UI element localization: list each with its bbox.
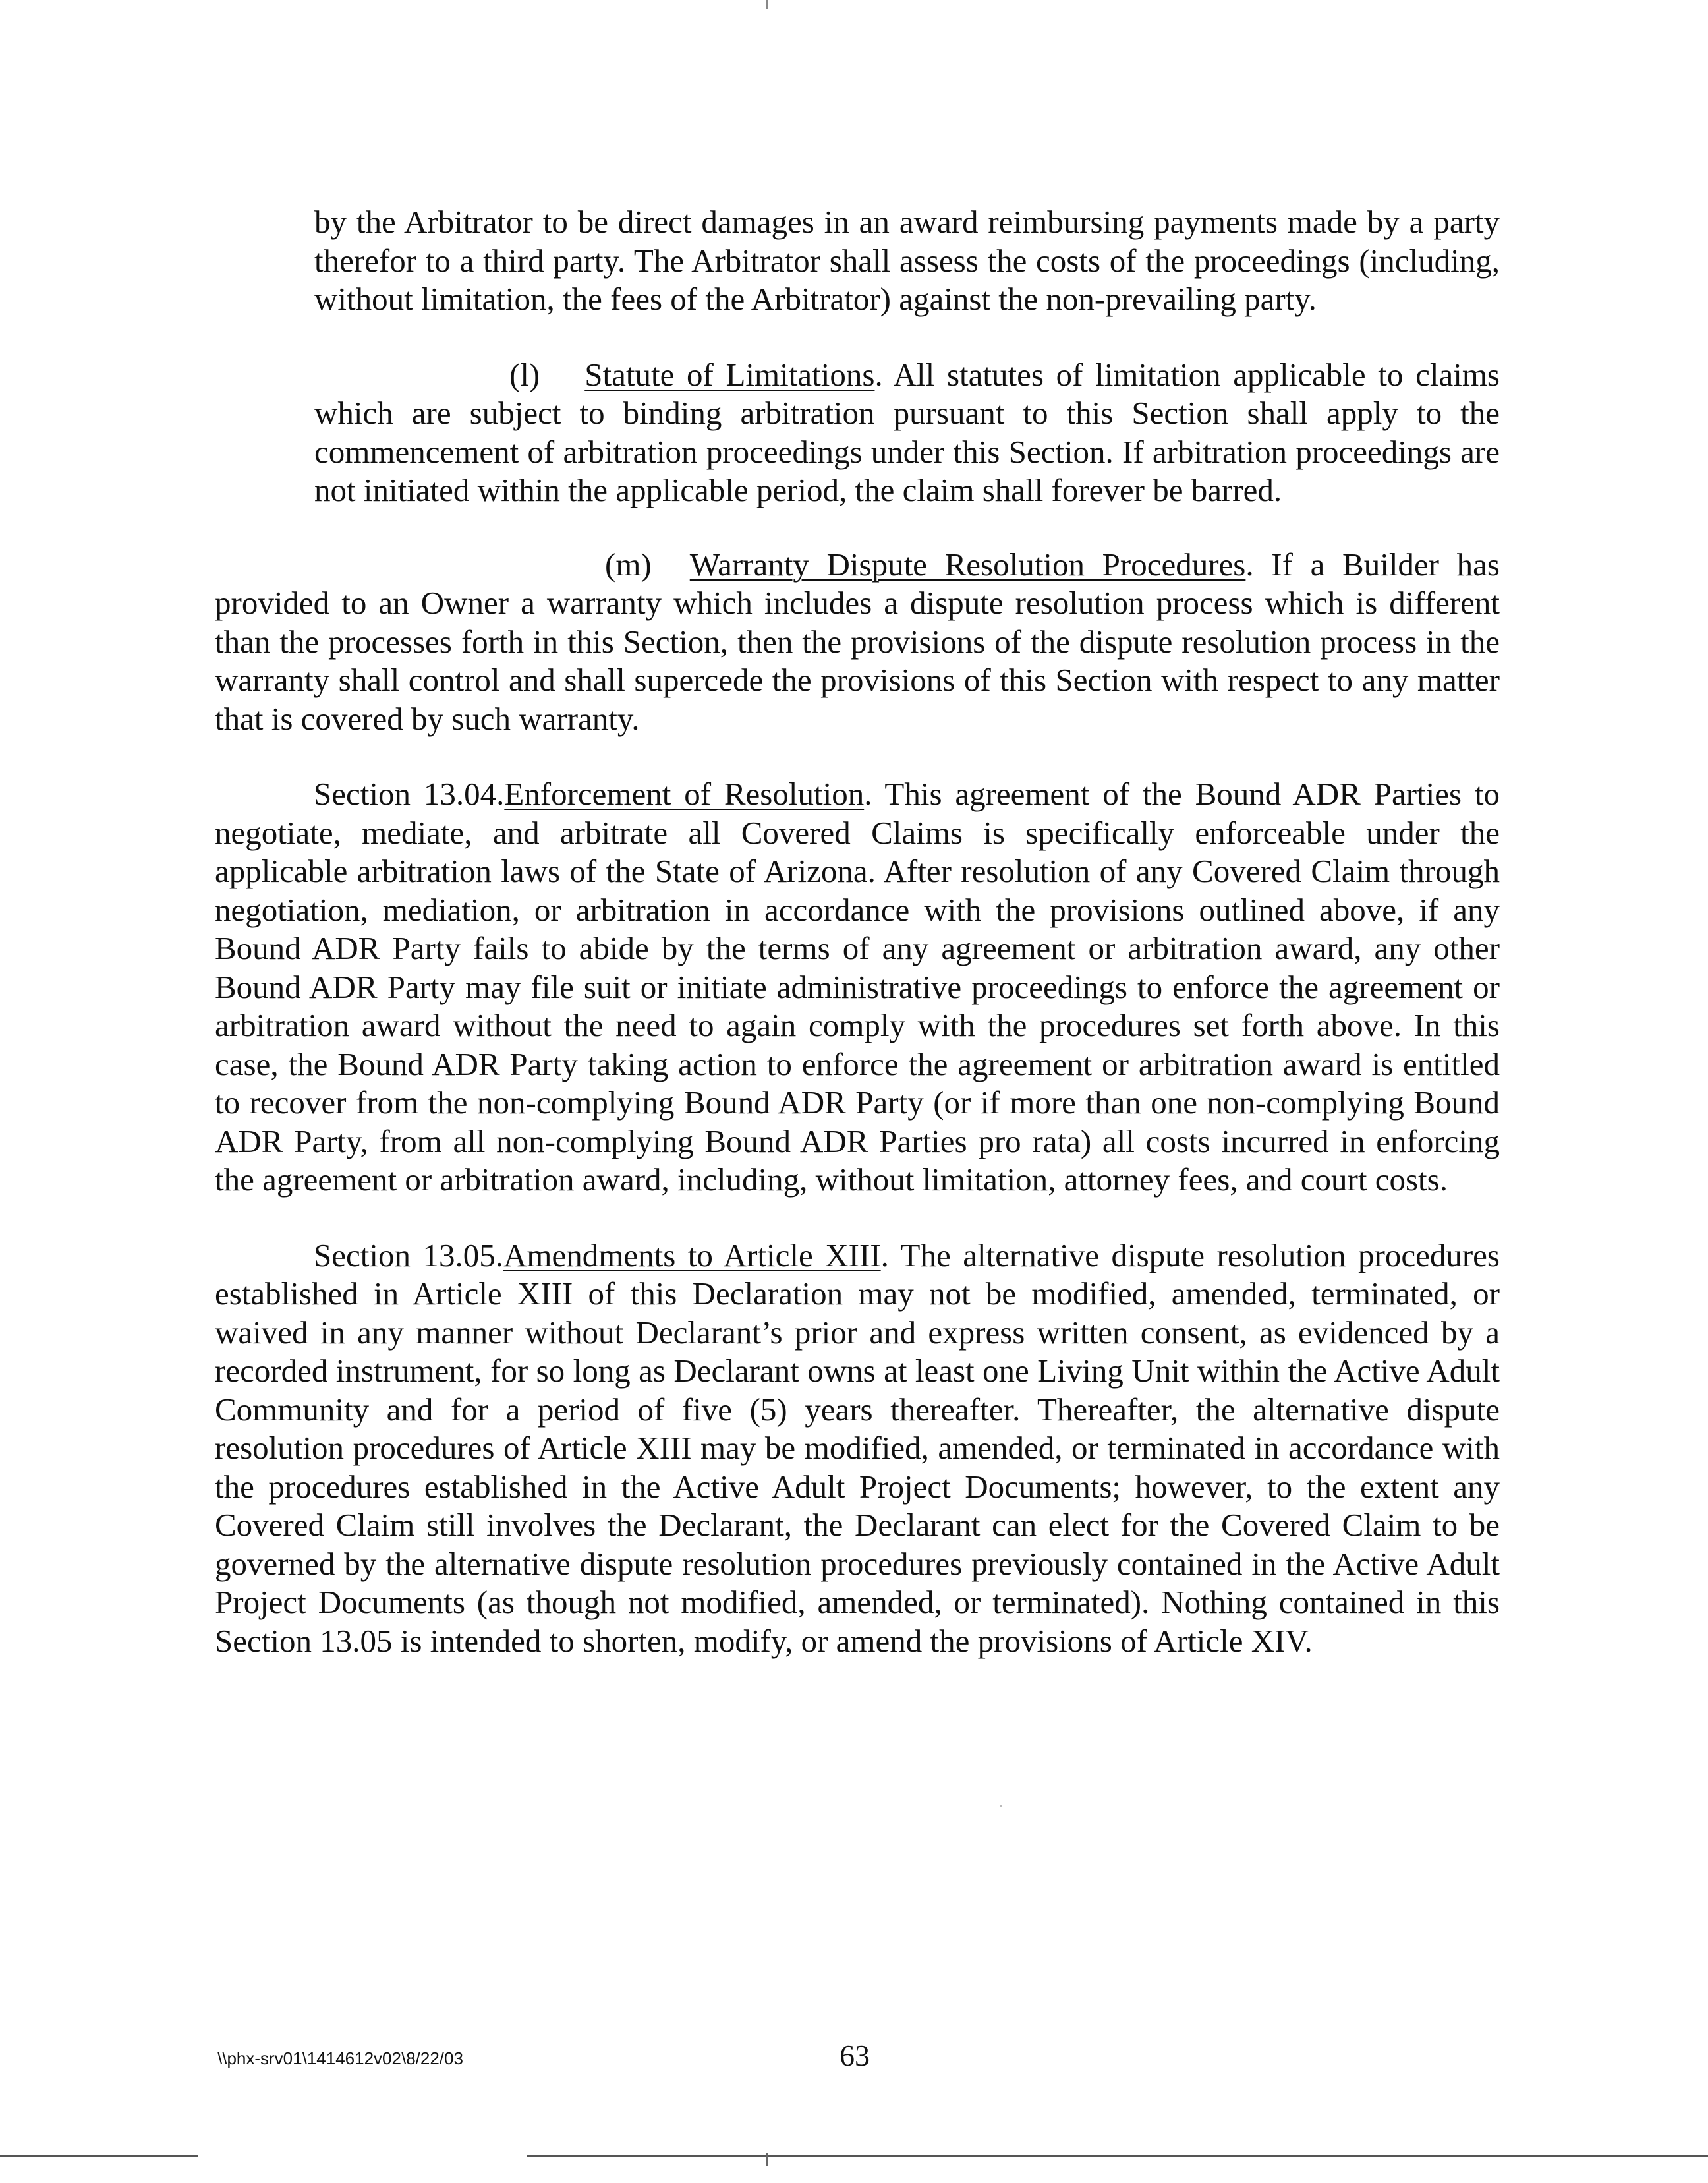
subsection-l-body: . All statutes of limitation applicable to claims which are subject to binding arbitration pursuant to this Section shall apply to the commencement of arbitration proceedings under this Section. If arbitration proceedings are not initiated within the applicable period, the claim shall forever be barred. xyxy=(314,356,1500,508)
section-13-04-heading: Enforcement of Resolution xyxy=(504,776,865,812)
section-13-05-body: . The alternative dispute resolution procedures established in Article XIII of this Declaration may not be modified, amended, terminated, or waived in any manner without Declarant’s prior and express written consent, as evidenced by a recorded instrument, for so long as Declarant owns at least one Living Unit within the Active Adult Community and for a period of five (5) years thereafter. Thereafter, the alternative dispute resolution procedures of Article XIII may be modified, amended, or terminated in accordance with the procedures established in the Active Adult Project Documents; however, to the extent any Covered Claim still involves the Declarant, the Declarant can elect for the Covered Claim to be governed by the alternative dispute resolution procedures previously contained in the Active Adult Project Documents (as though not modified, amended, or terminated). Nothing contained in this Section 13.05 is intended to shorten, modify, or amend the provisions of Article XIV. xyxy=(215,1237,1500,1659)
continuation-text: by the Arbitrator to be direct damages in an award reimbursing payments made by a party therefor to a third party. The Arbitrator shall assess the costs of the proceedings (including, without limitation, the fees of the Arbitrator) against the non-prevailing party. xyxy=(314,204,1500,317)
scan-mark-top xyxy=(766,0,768,9)
subsection-l-heading: Statute of Limitations xyxy=(584,356,875,393)
bottom-rule-right xyxy=(527,2155,1708,2157)
subsection-m xyxy=(215,546,1500,739)
subsection-m-marker: (m) xyxy=(605,546,652,583)
section-13-05 xyxy=(215,1237,1500,1661)
subsection-l-marker: (l) xyxy=(509,356,540,393)
subsection-m-heading: Warranty Dispute Resolution Procedures xyxy=(689,546,1246,583)
subsection-l xyxy=(314,356,1500,510)
section-13-04-body: . This agreement of the Bound ADR Parties to negotiate, mediate, and arbitrate all Covered Claims is specifically enforceable under the applicable arbitration laws of the State of Arizona. After resolution of any Covered Claim through negotiation, mediation, or arbitration in accordance with the provisions outlined above, if any Bound ADR Party fails to abide by the terms of any agreement or arbitration award, any other Bound ADR Party may file suit or initiate administrative proceedings to enforce the agreement or arbitration award without the need to again comply with the procedures set forth above. In this case, the Bound ADR Party taking action to enforce the agreement or arbitration award is entitled to recover from the non-complying Bound ADR Party (or if more than one non-complying Bound ADR Party, from all non-complying Bound ADR Parties pro rata) all costs incurred in enforcing the agreement or arbitration award, including, without limitation, attorney fees, and court costs. xyxy=(215,776,1500,1198)
subsection-m-body: . If a Builder has provided to an Owner a warranty which includes a dispute resolution process which is different than the processes forth in this Section, then the provisions of the dispute resolution process in the warranty shall control and shall supercede the provisions of this Section with respect to any matter that is covered by such warranty. xyxy=(215,546,1500,737)
document-body xyxy=(215,203,1500,1660)
scan-mark-bottom xyxy=(766,2153,768,2166)
section-13-04-number: Section 13.04. xyxy=(314,776,505,812)
footer-file-path: \\phx-srv01\1414612v02\8/22/03 xyxy=(217,2049,463,2068)
scan-speck xyxy=(1000,1805,1002,1807)
section-13-05-number: Section 13.05. xyxy=(314,1237,503,1273)
section-13-04 xyxy=(215,775,1500,1200)
bottom-rule-left xyxy=(0,2155,198,2157)
continuation-paragraph xyxy=(314,203,1500,319)
section-13-05-heading: Amendments to Article XIII xyxy=(503,1237,881,1273)
page-number: 63 xyxy=(840,2039,870,2072)
